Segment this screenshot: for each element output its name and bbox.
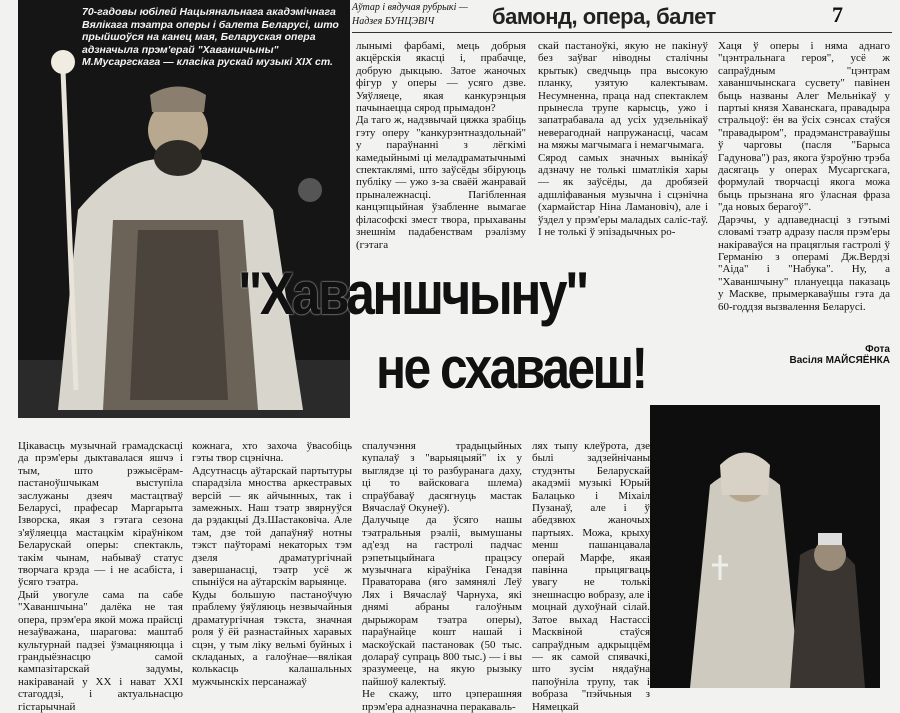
photo-caption: 70-гадовы юбілей Нацыянальнага акадэмічнага Вялікага тэатра оперы і балета Беларусі, што прыйшоўся на канец мая, Беларуская опера адзначыла прэм'ерай "Хаваншчыны" М.Мусаргскага — класіка рускай музыкі XIX ст. xyxy=(82,6,339,69)
article-column-top-2: скай пастаноўкі, якую не пакінуў без заўваг ніводны сталічны крытык) сведчыць пра высокую планку, узятую калектывам. Несумненна, праца над спектаклем прынесла трупе карысць, ужо і запатрабавала ад усіх удзельнікаў неверагоднай напружанасці, часам на мяжы магчымага і немагчымага. Сярод самых значных выніка́ў адзначу не толькі шматлікія хары — як заўсёды, да дробязей адшліфаваныя музычна і сцэнічна (хармайстар Ніна Ламановіч), але і ўздел у прэм'еры маладых саліс-тaў. І не толькі ў эпізадычных ро- xyxy=(538,40,708,239)
photo-illustration-bottom xyxy=(650,405,880,688)
photo-credit-label: Фота xyxy=(865,344,890,355)
rubric-label: Аўтар і вядучая рубрыкі — xyxy=(352,2,468,13)
rubric-header xyxy=(352,2,900,32)
opera-photo-top xyxy=(18,0,350,418)
article-column-bottom-4: лях тыпу клеўрота, дзе былі задзейнічаны студэнты Беларускай акадэміі музыкі Юрый Балацько і Міхаіл Пузанаў, але і ў абедзвюх жаночых партыях. Можа, крыху менш пашанцавала операй Марфе, якая павінна прыцягваць увагу не толькі знешнасцю вобразу, але і моцнай духоўнай сілай. Затое выхад Настассі Масквіной стаўся сапраўдным адкрыццём — як самой спявачкі, што зусім нядаўна папоўніла трупу, так і вобраза "пэйчьныя з Нямецкай xyxy=(532,440,650,713)
page-number: 7 xyxy=(832,2,843,27)
headline-line2: не схаваеш! xyxy=(376,336,646,401)
article-column-top-3: Хаця ў оперы і няма аднаго "цэнтральнага героя", усё ж сапраўдным "цэнтрам хаваншчынскага сусвету" павінен быць названы Алег Мельнікаў у партыі князя Хаванскага, правадыра стральцоў: ён ва ўсіх сэнсах стаўся "правадыром", прадэманстраваўшы ў чарговы (пасля "Барыса Гадунова") раз, якога ўзроўню трэба дасягаць у операх Мусаргскага, формулай творчасці якога можа быць прызнана яго ўласная фраза "да новых берагоў". Дарэчы, у адпаведнасці з гэтымі словамі тэатр адразу пасля прэм'еры накіраваўся на працяглыя гастролі ў Германію з операмі Дж.Вердзі "Аіда" і "Набука". Ну, а "Хаваншчыну" плануецца паказаць у Маскве, прымеркаваўшы гэта да 60-годдзя вызвалення Беларусі. xyxy=(718,40,890,313)
article-column-bottom-1: Цікавасць музычнай грамадскасці да прэм'еры дыктавалася яшчэ і тым, што рэжысёрам-пастаноўшчыкам выступіла заслужаны дзеяч мастацтваў Беларусі, прафесар Маргарыта Ізворска, якая з гэтага сезона з'яўляецца мастацкім кіраўніком Беларускай оперы: спектакль, такім чынам, набываў статус творчага крэда — і не асабіста, і ўсяго тэатра. Дый увогуле сама па сабе "Хаваншчына" далёка не тая опера, прэм'ера якой можа прайсці незаўважана, шарагова: маштаб культурнай падзеі ўзмацняюцца і грандыёзнасцю самой кампазітарскай задумы, накіраванай у XX і нават XXI стагоддзі, і актуальнасцю гістарычнай xyxy=(18,440,183,713)
article-column-bottom-2: кожнага, хто захоча ўвасобіць гэты твор сцэнічна. Адсутнасць аўтарскай партытуры спарадзіла мноства аркестравых версій — як айчынных, так і замежных. Наш тэатр звярнуўся да рэдакцыі Дз.Шастаковіча. Але там, дзе той дапаўняў нотны тэкст паўторамі некаторых тэм дзеля драматургічнай завершанасці, тэатр усё ж спыніўся на аўтарскім варыянце. Куды большую пастаноўчую праблему ўяўляюць незвычайныя драматургічная тэкста, значная роля ў ёй разнастайных харавых сцэн, у тым ліку вельмі буйных і складаных, а галоўнае—вялікая колькасць калашальных мужчынскіх персанажаў xyxy=(192,440,352,688)
photo-credit xyxy=(720,344,890,366)
rubric-author: Надзея БУНЦЭВІЧ xyxy=(352,16,435,27)
photo-credit-name: Васіля МАЙСЯЁНКА xyxy=(789,355,890,366)
article-column-top-1: лынымі фарбамі, мець добрыя акцёрскія якасці і, прабачце, добрую дыкцыю. Затое жаночых фігур у оперы — усяго дзве. Уяўляеце, якая канкурэнцыя пачынаецца сярод прымадон? Да таго ж, надзвычай цяжка зрабіць гэту оперу "канкурэнтназдольнай" у параўнанні з лёгкімі камедыйнымі ці меладраматычнымі спектаклямі, што заўсёды збіруюць публіку — ужо з-за сваёй жанравай прыналежнасці. Пагібленная канцэпцыйная ўзабленне вымагае філасофскі змест твора, прыхаваны знешнім падабенствам рэалізму (гэтага xyxy=(356,40,526,251)
article-column-bottom-3: спалучэння традыцыйных купалаў з "варыяцыяй" іх у выглядзе ці то разбуранага даху, ці то вайсковага шлема) спраўбаваў дасягнуць мастак Вячаслаў Окунеў). Далучыце да ўсяго нашы тэатральныя рэаліі, вымушаны ад'езд на гастролі падчас рэпетыцыйнага працэсу музычнага кіраўніка Генадзя Праваторава (яго замянялі Леў Лях і Вячаслаў Чарнуха, які днямі абраны галоўным дырыжорам тэатра оперы), параўнайце кошт нашай і маскоўскай пастановак (50 тыс. долараў супраць 800 тыс.) — і вы зразумееце, на якую рызыку пайшоў калектыў. Не скажу, што цэперашняя прэм'ера адназначна перакаваль- xyxy=(362,440,522,713)
opera-photo-bottom xyxy=(650,405,880,688)
headline-line1: "Хаваншчыну" xyxy=(238,260,587,327)
header-rule xyxy=(352,32,892,33)
section-title: бамонд, опера, балет xyxy=(492,4,716,29)
